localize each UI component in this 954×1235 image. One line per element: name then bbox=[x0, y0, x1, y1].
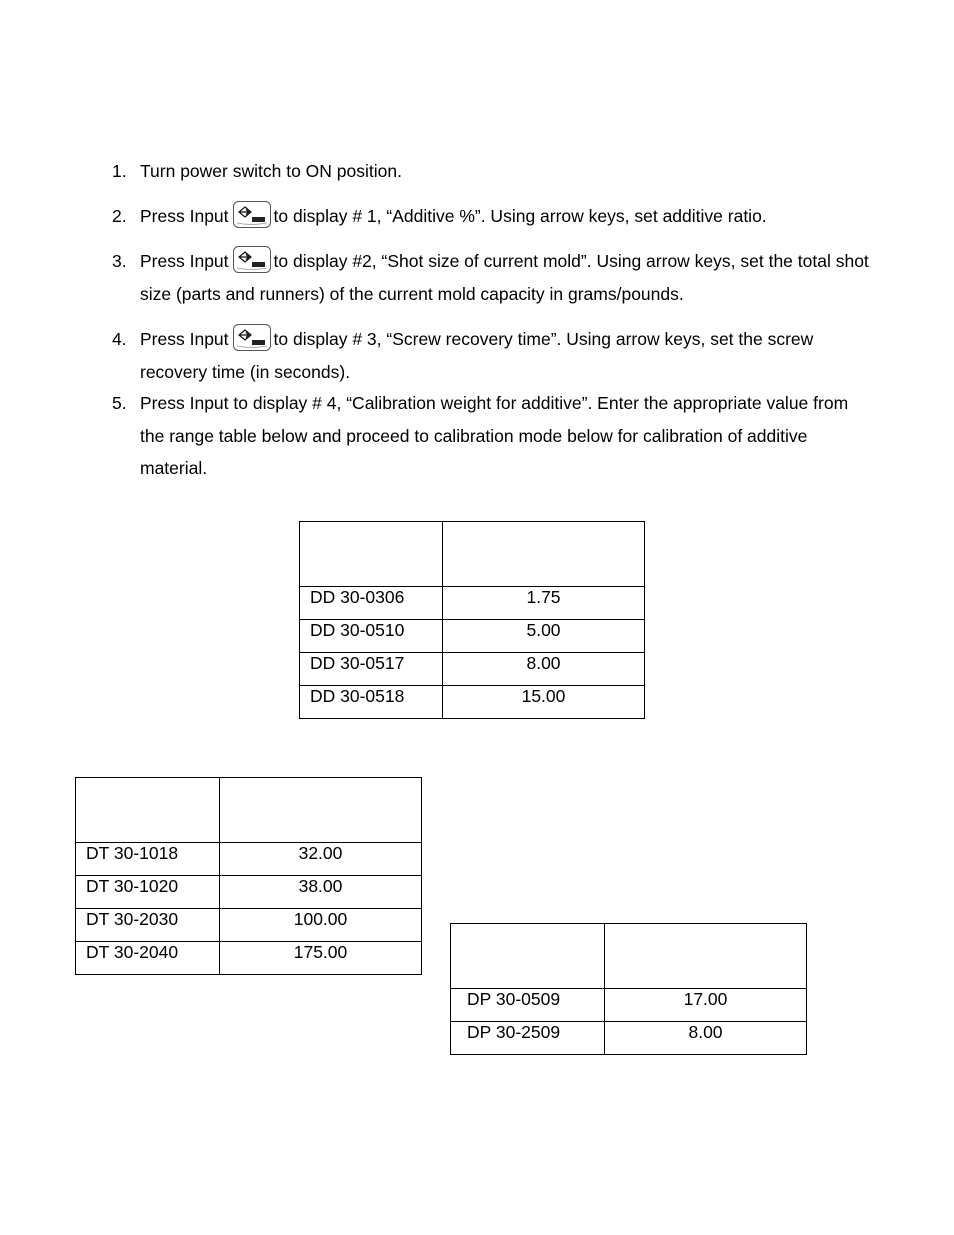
table-row bbox=[300, 653, 645, 686]
table-row bbox=[76, 909, 422, 942]
table-row bbox=[451, 989, 807, 1022]
step-body bbox=[140, 323, 870, 388]
weight-cell: 15.00 bbox=[443, 686, 645, 719]
step-number: 1. bbox=[112, 161, 127, 181]
table-header-row bbox=[76, 778, 422, 843]
model-cell: DT 30-2030 bbox=[76, 909, 220, 942]
table-header-row bbox=[300, 522, 645, 587]
header-cell bbox=[443, 522, 645, 587]
model-cell: DP 30-2509 bbox=[451, 1022, 605, 1055]
table-row bbox=[300, 620, 645, 653]
step-number: 2. bbox=[112, 206, 127, 226]
header-cell bbox=[605, 924, 807, 989]
step-text: Turn power switch to ON position. bbox=[140, 161, 402, 181]
step-text-lead: Press Input bbox=[140, 206, 229, 226]
step-body bbox=[140, 200, 870, 233]
model-cell: DT 30-1020 bbox=[76, 876, 220, 909]
range-table-dp bbox=[450, 923, 807, 1055]
step-number: 5. bbox=[112, 393, 127, 413]
model-cell: DD 30-0510 bbox=[300, 620, 443, 653]
step-text: Press Input to display # 4, “Calibration weight for additive”. Enter the appropriate value from the range table below and proceed to calibration mode below for calibration of additive material. bbox=[140, 393, 849, 478]
model-cell: DP 30-0509 bbox=[451, 989, 605, 1022]
input-key-icon bbox=[233, 324, 271, 351]
table-row bbox=[451, 1022, 807, 1055]
range-table-dd bbox=[299, 521, 645, 719]
weight-cell: 1.75 bbox=[443, 587, 645, 620]
weight-cell: 100.00 bbox=[220, 909, 422, 942]
table-row bbox=[76, 843, 422, 876]
table-row bbox=[300, 686, 645, 719]
model-cell: DD 30-0518 bbox=[300, 686, 443, 719]
step-text-rest: to display #2, “Shot size of current mold”. Using arrow keys, set the total shot size (parts and runners) of the current mold capacity in grams/pounds. bbox=[140, 251, 869, 304]
header-cell bbox=[451, 924, 605, 989]
header-cell bbox=[300, 522, 443, 587]
weight-cell: 5.00 bbox=[443, 620, 645, 653]
model-cell: DD 30-0517 bbox=[300, 653, 443, 686]
step-number: 3. bbox=[112, 251, 127, 271]
step-text-lead: Press Input bbox=[140, 251, 229, 271]
step-text-rest: to display # 3, “Screw recovery time”. Using arrow keys, set the screw recovery time (in seconds). bbox=[140, 329, 814, 382]
table-header-row bbox=[451, 924, 807, 989]
step-body bbox=[140, 245, 870, 310]
weight-cell: 8.00 bbox=[443, 653, 645, 686]
weight-cell: 17.00 bbox=[605, 989, 807, 1022]
input-key-icon bbox=[233, 201, 271, 228]
step-number: 4. bbox=[112, 329, 127, 349]
model-cell: DD 30-0306 bbox=[300, 587, 443, 620]
input-key-icon bbox=[233, 246, 271, 273]
weight-cell: 32.00 bbox=[220, 843, 422, 876]
model-cell: DT 30-1018 bbox=[76, 843, 220, 876]
header-cell bbox=[76, 778, 220, 843]
table-row bbox=[300, 587, 645, 620]
table-row bbox=[76, 942, 422, 975]
table-row bbox=[76, 876, 422, 909]
step-text-lead: Press Input bbox=[140, 329, 229, 349]
weight-cell: 38.00 bbox=[220, 876, 422, 909]
weight-cell: 8.00 bbox=[605, 1022, 807, 1055]
weight-cell: 175.00 bbox=[220, 942, 422, 975]
header-cell bbox=[220, 778, 422, 843]
model-cell: DT 30-2040 bbox=[76, 942, 220, 975]
range-table-dt bbox=[75, 777, 422, 975]
step-text-rest: to display # 1, “Additive %”. Using arrow keys, set additive ratio. bbox=[273, 206, 767, 226]
